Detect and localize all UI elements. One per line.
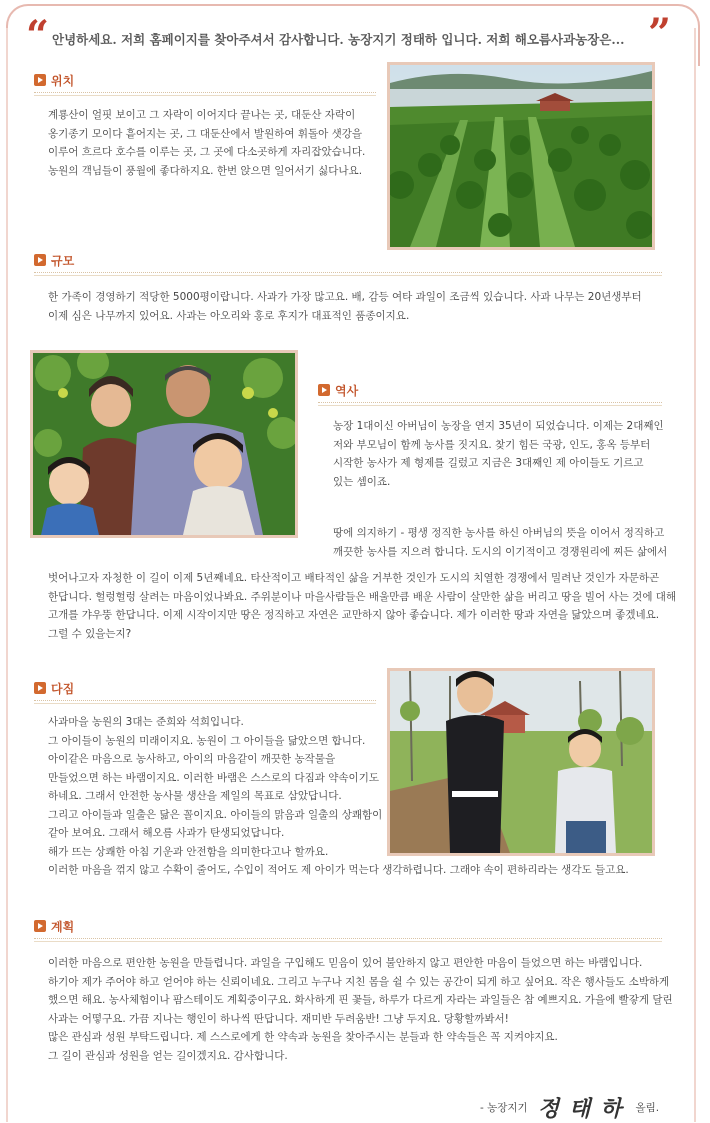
open-quote-icon: “ (26, 12, 50, 59)
orchard-lake-photo (387, 62, 655, 250)
children-orchard-photo (387, 668, 655, 856)
scale-text: 한 가족이 경영하기 적당한 5000평이랍니다. 사과가 가장 많고요. 배, 감등 여타 과일이 조금씩 있습니다. 사과 나무는 20년생부터 이제 심은 나무까지 있어요. 사과는 아오리와 홍로 후지가 대표적인 품종이지요. (48, 291, 642, 322)
arrow-bullet-icon (34, 74, 46, 86)
plan-text: 이러한 마음으로 편안한 농원을 만들렵니다. 과일을 구입해도 믿음이 있어 불안하지 않고 편안한 마음이 들었으면 하는 바램입니다. 하기아 제가 주어야 하고 얻어야 하는 신뢰이네요. 그리고 누구나 지친 몸을 쉴 수 있는 공간이 되게 하고 싶어요. 작은 행사들도 소박하게 했으면 해요. 농사체험이나 팜스테이도 계획중이구요. 화사하게 핀 꽃들, 하루가 다르게 자라는 과일들은 참 예쁘지요. 가을에 빨갛게 달린 사과는 어떻구요. 가끔 지나는 행인이 하나씩 딴답니다. 재미반 두려움반! 그냥 두지요. 당황할까봐서! 많은 관심과 성원 부탁드립니다. 제 스스로에게 한 약속과 농원을 찾아주시는 분들과 한 약속들은 꼭 지켜야지요. 그 길이 관심과 성원을 얻는 길이겠지요. 감사합니다. (48, 957, 673, 1062)
signature-prefix: - 농장지기 (480, 1102, 528, 1114)
page-frame-left (6, 28, 8, 1122)
section-title-location: 위치 (34, 72, 74, 88)
history-text-c: 벗어나고자 자청한 이 길이 이제 5년째네요. 타산적이고 배타적인 삶을 거부한 것인가 도시의 치열한 경쟁에서 밀려난 것인가 자문하곤 한답니다. 헐렁헐렁 살려는 마음이었나봐요. 주위분이나 마을사람들은 배울만큼 배운 사람이 살만한 삶을 버리고 땅을 빌어 사는 것에 대해 고개를 갸우뚱 한답니다. 이제 시작이지만 땅은 정직하고 자연은 교만하지 않아 좋습니다. 제가 이러한 땅과 자연을 닮았으며 좋겠네요. 그럴 수 있을는지? (48, 572, 677, 640)
location-text: 계룡산이 얼핏 보이고 그 자락이 이어지다 끝나는 곳, 대둔산 자락이 옹기종기 모이다 흩어지는 곳, 그 대둔산에서 발원하여 휘돌아 샛강을 이루어 흐르다 호수를 이루는 곳, 그 곳에 다소곳하게 자리잡았습니다. 농원의 객님들이 풍월에 좋다하지요. 한번 앉으면 일어서기 싫다나요. (48, 109, 366, 177)
page-frame-right (694, 28, 696, 1122)
section-title-history: 역사 (318, 382, 358, 398)
close-quote-icon: ” (648, 10, 672, 57)
greeting-banner (26, 10, 686, 59)
section-title-resolve: 다짐 (34, 680, 74, 696)
children-orchard-image (390, 671, 652, 853)
signature (480, 1092, 659, 1123)
history-text-a: 농장 1대이신 아버님이 농장을 연지 35년이 되었습니다. 이제는 2대째인 저와 부모님이 함께 농사를 짓지요. 찾기 힘든 국광, 인도, 홍옥 등부터 시작한 농사가 제 형제를 길렀고 지금은 3대째인 제 아이들도 기르고 있는 셈이죠. (333, 420, 664, 488)
signature-suffix: 올림. (635, 1102, 660, 1114)
orchard-lake-image (390, 65, 652, 247)
section-divider (318, 402, 662, 406)
arrow-bullet-icon (318, 384, 330, 396)
greeting-text: 안녕하세요. 저희 홈페이지를 찾아주셔서 감사합니다. 농장지기 정태하 입니다. 저희 해오름사과농장은... (52, 32, 625, 47)
arrow-bullet-icon (34, 920, 46, 932)
signature-name: 정태하 (537, 1096, 632, 1122)
section-divider (34, 700, 376, 704)
section-divider (34, 938, 662, 942)
arrow-bullet-icon (34, 682, 46, 694)
arrow-bullet-icon (34, 254, 46, 266)
family-image (33, 353, 295, 535)
history-text-b: 땅에 의지하기 - 평생 정직한 농사를 하신 아버님의 뜻을 이어서 정직하고 깨끗한 농사를 지으려 합니다. 도시의 이기적이고 경쟁원리에 찌든 삶에서 (333, 527, 668, 558)
section-title-plan: 계획 (34, 918, 74, 934)
section-title-scale: 규모 (34, 252, 74, 268)
resolve-text: 사과마을 농원의 3대는 준희와 석희입니다. 그 아이들이 농원의 미래이지요. 농원이 그 아이들을 닮았으면 합니다. 아이같은 마음으로 농사하고, 아이의 마음같이 깨끗한 농작물을 만들었으면 하는 바램이지요. 이러한 바램은 스스로의 다짐과 약속이기도 하네요. 그래서 안전한 농사물 생산을 제일의 목표로 삼았답니다. 그리고 아이들과 일출은 닮은 꼴이지요. 아이들의 맑음과 일출의 상쾌함이 같아 보여요. 그래서 해오름 사과가 탄생되었답니다. 해가 뜨는 상쾌한 아침 기운과 안전함을 의미한다고나 할까요. 이러한 마음을 꺾지 않고 수확이 줄어도, 수입이 적어도 제 아이가 먹는다 생각하렵니다. 그래야 속이 편하리라는 생각도 들고요. (48, 716, 629, 876)
section-divider (34, 272, 662, 276)
section-divider (34, 92, 376, 96)
family-photo (30, 350, 298, 538)
